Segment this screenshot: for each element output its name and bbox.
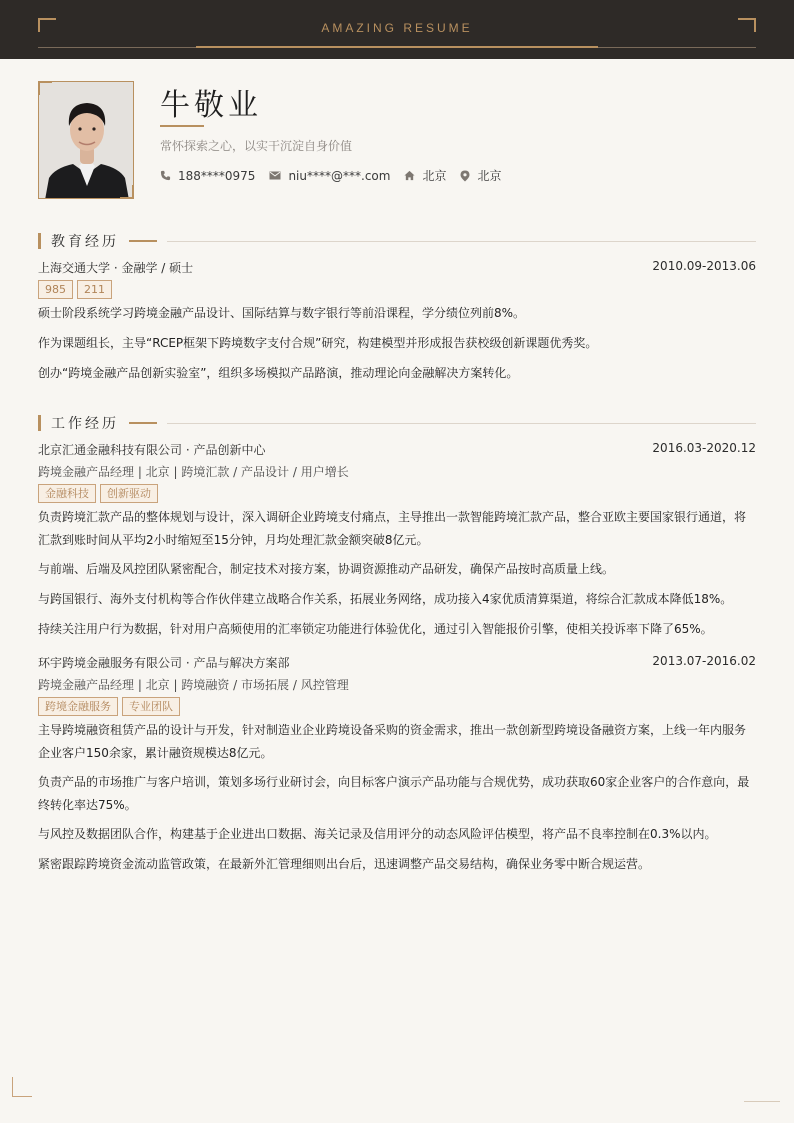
work-paragraph: 与跨国银行、海外支付机构等合作伙伴建立战略合作关系，拓展业务网络，成功接入4家优质清算渠道，将综合汇款成本降低18%。 <box>38 592 733 606</box>
tag-badge: 跨境金融服务 <box>38 697 118 716</box>
education-entry-header <box>38 259 756 276</box>
contact-phone <box>160 169 255 183</box>
work-tags <box>38 697 184 716</box>
avatar-photo <box>38 81 134 199</box>
education-tags <box>38 280 116 299</box>
work-paragraph: 紧密跟踪跨境资金流动监管政策，在最新外汇管理细则出台后，迅速调整产品交易结构，确保业务零中断合规运营。 <box>38 857 651 871</box>
tag-badge: 专业团队 <box>122 697 180 716</box>
location-pin-icon <box>460 170 470 182</box>
work-paragraph: 与风控及数据团队合作，构建基于企业进出口数据、海关记录及信用评分的动态风险评估模型，将产品不良率控制在0.3%以内。 <box>38 827 717 841</box>
contact-home <box>404 167 446 184</box>
section-marker <box>38 415 41 431</box>
work-entry-header <box>38 441 756 458</box>
section-marker <box>38 233 41 249</box>
company-department: 北京汇通金融科技有限公司 · 产品创新中心 <box>38 443 266 457</box>
photo-corner-ornament <box>38 81 52 95</box>
section-title: 教育经历 <box>51 234 119 250</box>
work-paragraph: 负责跨境汇款产品的整体规划与设计，深入调研企业跨境支付痛点，主导推出一款智能跨境汇款产品，整合亚欧主要国家银行通道，将汇款到账时间从平均2小时缩短至15分钟，月均处理汇款金额突破8亿元。 <box>38 510 747 547</box>
education-paragraph: 创办“跨境金融产品创新实验室”，组织多场模拟产品路演，推动理论向金融解决方案转化。 <box>38 366 519 380</box>
tagline: 常怀探索之心，以实干沉淀自身价值 <box>160 139 353 153</box>
work-paragraph: 负责产品的市场推广与客户培训，策划多场行业研讨会，向目标客户演示产品功能与合规优势，成功获取60家企业客户的合作意向，最终转化率达75%。 <box>38 775 750 812</box>
school-degree: 上海交通大学 · 金融学 / 硕士 <box>38 261 194 275</box>
section-title: 工作经历 <box>51 416 119 432</box>
home-icon <box>404 170 415 181</box>
phone-icon <box>160 170 171 181</box>
section-divider <box>167 423 756 424</box>
photo-corner-ornament <box>120 185 134 199</box>
section-divider <box>167 241 756 242</box>
job-subtitle: 跨境金融产品经理 | 北京 | 跨境汇款 / 产品设计 / 用户增长 <box>38 465 349 479</box>
education-paragraph: 硕士阶段系统学习跨境金融产品设计、国际结算与数字银行等前沿课程，学分绩位列前8%。 <box>38 306 526 320</box>
mail-icon <box>269 170 281 181</box>
footer-accent-line <box>744 1101 780 1102</box>
education-paragraph: 作为课题组长，主导“RCEP框架下跨境数字支付合规”研究，构建模型并形成报告获校级创新课题优秀奖。 <box>38 336 598 350</box>
section-accent-line <box>129 240 157 242</box>
work-dates: 2016.03-2020.12 <box>652 441 756 455</box>
work-entry-header <box>38 654 756 671</box>
candidate-name: 牛敬业 <box>160 88 262 123</box>
tag-badge: 金融科技 <box>38 484 96 503</box>
tag-badge: 创新驱动 <box>100 484 158 503</box>
contact-info <box>160 167 515 184</box>
work-paragraph: 持续关注用户行为数据，针对用户高频使用的汇率锁定功能进行体验优化，通过引入智能报价引擎，使相关投诉率下降了65%。 <box>38 622 713 636</box>
work-paragraph: 与前端、后端及风控团队紧密配合，制定技术对接方案，协调资源推动产品研发，确保产品按时高质量上线。 <box>38 562 615 576</box>
corner-ornament-bottom-left <box>12 1077 32 1097</box>
section-education-header <box>38 231 756 251</box>
email-address: niu****@***.com <box>288 168 391 183</box>
tag-badge: 985 <box>38 280 73 299</box>
company-department: 环宇跨境金融服务有限公司 · 产品与解决方案部 <box>38 656 290 670</box>
name-underline <box>160 125 204 127</box>
phone-number: 188****0975 <box>178 168 256 183</box>
education-dates: 2010.09-2013.06 <box>652 259 756 273</box>
contact-location <box>460 167 501 184</box>
home-city: 北京 <box>422 169 447 183</box>
header-divider-accent <box>196 46 598 48</box>
tag-badge: 211 <box>77 280 112 299</box>
work-paragraph: 主导跨境融资租赁产品的设计与开发，针对制造业企业跨境设备采购的资金需求，推出一款创新型跨境设备融资方案，上线一年内服务企业客户150余家，累计融资规模达8亿元。 <box>38 723 747 760</box>
section-accent-line <box>129 422 157 424</box>
work-tags <box>38 484 162 503</box>
header-band-title: AMAZING RESUME <box>321 21 473 35</box>
current-city: 北京 <box>477 169 502 183</box>
work-dates: 2013.07-2016.02 <box>652 654 756 668</box>
contact-email <box>269 169 390 183</box>
job-subtitle: 跨境金融产品经理 | 北京 | 跨境融资 / 市场拓展 / 风控管理 <box>38 678 349 692</box>
section-work-header <box>38 413 756 433</box>
